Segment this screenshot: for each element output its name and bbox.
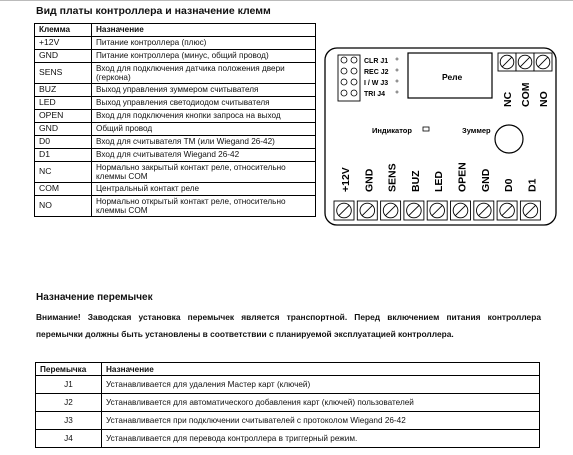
jumper-marker-dot xyxy=(396,69,398,71)
page-title: Вид платы контроллера и назначение клемм xyxy=(36,5,271,17)
bottom-terminal-label: +12V xyxy=(340,167,352,192)
jumper-description-cell: Устанавливается при подключении считывателей с протоколом Wiegand 26-42 xyxy=(102,412,540,430)
table-row xyxy=(35,162,316,183)
bottom-terminal-label: D1 xyxy=(526,178,539,192)
relay-terminal-label: NC xyxy=(502,91,514,107)
jumper-name-cell: J3 xyxy=(36,412,102,430)
jumpers-section-title: Назначение перемычек xyxy=(36,292,153,303)
terminal-name-cell: NC xyxy=(35,162,92,183)
table-row xyxy=(35,84,316,97)
terminal-name-cell: GND xyxy=(35,50,92,63)
table-row xyxy=(36,430,540,448)
terminal-description-cell: Вход для считывателя ТМ (или Wiegand 26-42) xyxy=(92,136,316,149)
jumper-pin xyxy=(351,68,357,74)
bottom-terminal-label: BUZ xyxy=(409,170,422,192)
jumper-label: TRI J4 xyxy=(364,91,386,98)
terminals-table xyxy=(34,23,316,217)
relay-terminal-label: COM xyxy=(520,82,532,107)
jumper-pin xyxy=(341,79,347,85)
bottom-terminal-label: D0 xyxy=(503,178,516,192)
indicator-label: Индикатор xyxy=(372,126,412,135)
terminal-name-cell: COM xyxy=(35,183,92,196)
terminal-description-cell: Выход управления светодиодом считывателя xyxy=(92,97,316,110)
table-row xyxy=(36,376,540,394)
jumper-label: I / W J3 xyxy=(364,80,389,87)
table-row xyxy=(36,394,540,412)
terminal-description-cell: Общий провод xyxy=(92,123,316,136)
relay-label: Реле xyxy=(442,72,463,82)
table-row xyxy=(35,37,316,50)
table-row xyxy=(35,110,316,123)
jumper-name-cell: J4 xyxy=(36,430,102,448)
terminal-description-cell: Питание контроллера (плюс) xyxy=(92,37,316,50)
table-row xyxy=(35,50,316,63)
jumper-marker-dot xyxy=(396,58,398,60)
controller-board-diagram xyxy=(324,47,557,226)
table-row xyxy=(35,136,316,149)
jumper-marker-dot xyxy=(396,91,398,93)
terminal-name-cell: NO xyxy=(35,196,92,217)
jumper-description-cell: Устанавливается для удаления Мастер карт (ключей) xyxy=(102,376,540,394)
terminal-description-cell: Вход для считывателя Wiegand 26-42 xyxy=(92,149,316,162)
table-header-cell: Перемычка xyxy=(36,363,102,376)
terminal-name-cell: GND xyxy=(35,123,92,136)
jumper-name-cell: J1 xyxy=(36,376,102,394)
jumper-description-cell: Устанавливается для перевода контроллера в триггерный режим. xyxy=(102,430,540,448)
table-header-row xyxy=(36,363,540,376)
jumper-name-cell: J2 xyxy=(36,394,102,412)
table-row xyxy=(35,123,316,136)
table-header-cell: Клемма xyxy=(35,24,92,37)
terminal-description-cell: Нормально открытый контакт реле, относительно клеммы COM xyxy=(92,196,316,217)
buzzer-circle xyxy=(495,125,523,153)
jumper-pin xyxy=(351,90,357,96)
terminal-name-cell: +12V xyxy=(35,37,92,50)
jumper-description-cell: Устанавливается для автоматического добавления карт (ключей) пользователей xyxy=(102,394,540,412)
jumper-pin xyxy=(341,68,347,74)
jumper-label: CLR J1 xyxy=(364,58,389,65)
table-row xyxy=(36,412,540,430)
buzzer-label: Зуммер xyxy=(462,126,491,135)
table-row xyxy=(35,196,316,217)
jumper-marker-dot xyxy=(396,80,398,82)
terminal-description-cell: Вход для подключения датчика положения двери (геркона) xyxy=(92,63,316,84)
terminal-name-cell: BUZ xyxy=(35,84,92,97)
terminal-name-cell: D1 xyxy=(35,149,92,162)
bottom-terminal-label: LED xyxy=(433,171,446,192)
table-header-row xyxy=(35,24,316,37)
table-row xyxy=(35,97,316,110)
jumper-pin xyxy=(341,57,347,63)
jumper-pin xyxy=(351,57,357,63)
terminal-description-cell: Выход управления зуммером считывателя xyxy=(92,84,316,97)
jumpers-table xyxy=(35,362,540,448)
terminal-description-cell: Питание контроллера (минус, общий провод) xyxy=(92,50,316,63)
table-row xyxy=(35,63,316,84)
jumper-pin xyxy=(341,90,347,96)
bottom-terminal-label: GND xyxy=(363,168,376,192)
table-header-cell: Назначение xyxy=(92,24,316,37)
table-header-cell: Назначение xyxy=(102,363,540,376)
terminal-name-cell: OPEN xyxy=(35,110,92,123)
terminal-description-cell: Центральный контакт реле xyxy=(92,183,316,196)
terminal-name-cell: D0 xyxy=(35,136,92,149)
jumpers-warning-paragraph: Внимание! Заводская установка перемычек является транспортной. Перед включением питания контроллера перемычки должны быть установлены в соответствии с планируемой эксплуатацией контроллера. xyxy=(36,312,541,340)
table-row xyxy=(35,149,316,162)
jumper-pin xyxy=(351,79,357,85)
relay-terminal-label: NO xyxy=(538,91,550,107)
terminal-description-cell: Вход для подключения кнопки запроса на выход xyxy=(92,110,316,123)
top-rule xyxy=(0,0,573,1)
table-row xyxy=(35,183,316,196)
indicator-led xyxy=(423,127,429,131)
bottom-terminal-label: SENS xyxy=(386,163,399,192)
terminal-description-cell: Нормально закрытый контакт реле, относительно клеммы COM xyxy=(92,162,316,183)
terminal-name-cell: LED xyxy=(35,97,92,110)
bottom-terminal-label: OPEN xyxy=(456,162,469,192)
terminal-name-cell: SENS xyxy=(35,63,92,84)
jumper-label: REC J2 xyxy=(364,69,389,76)
bottom-terminal-label: GND xyxy=(479,168,492,192)
